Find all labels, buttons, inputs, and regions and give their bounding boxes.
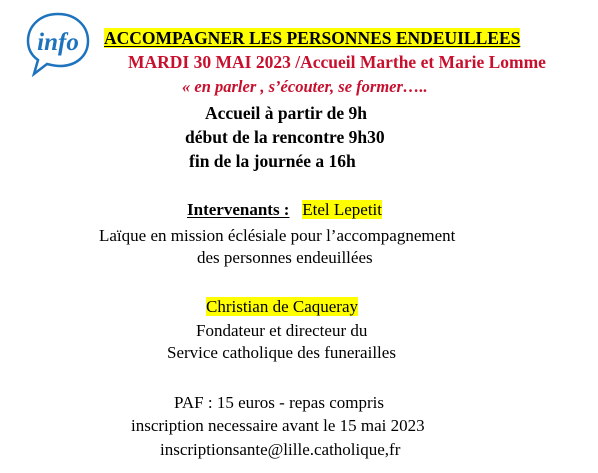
price-info: PAF : 15 euros - repas compris — [174, 393, 384, 412]
speaker-2-heading — [206, 297, 358, 317]
event-title — [104, 28, 520, 48]
welcome-time: Accueil à partir de 9h — [205, 103, 368, 123]
speaker-1-role-line2: des personnes endeuillées — [197, 248, 373, 267]
event-title-text: ACCOMPAGNER LES PERSONNES ENDEUILLEES — [104, 28, 521, 48]
speakers-heading — [187, 200, 382, 220]
speakers-label: Intervenants : — [187, 200, 290, 219]
end-time: fin de la journée a 16h — [189, 151, 356, 171]
info-speech-bubble-icon — [22, 8, 94, 80]
start-time: début de la rencontre 9h30 — [185, 127, 385, 147]
info-logo-text: info — [37, 29, 79, 56]
event-motto: « en parler , s’écouter, se former….. — [182, 77, 428, 96]
speaker-2-role-line1: Fondateur et directeur du — [196, 321, 368, 340]
speaker-2-name: Christian de Caqueray — [206, 297, 359, 316]
info-logo — [22, 8, 94, 80]
speaker-2-role-line2: Service catholique des funerailles — [167, 343, 396, 362]
registration-email: inscriptionsante@lille.catholique,fr — [160, 440, 401, 459]
speaker-1-name: Etel Lepetit — [302, 200, 382, 219]
registration-deadline: inscription necessaire avant le 15 mai 2023 — [131, 416, 425, 435]
event-date-venue: MARDI 30 MAI 2023 /Accueil Marthe et Marie Lomme — [128, 52, 546, 72]
speaker-1-role-line1: Laïque en mission éclésiale pour l’accompagnement — [99, 226, 456, 245]
